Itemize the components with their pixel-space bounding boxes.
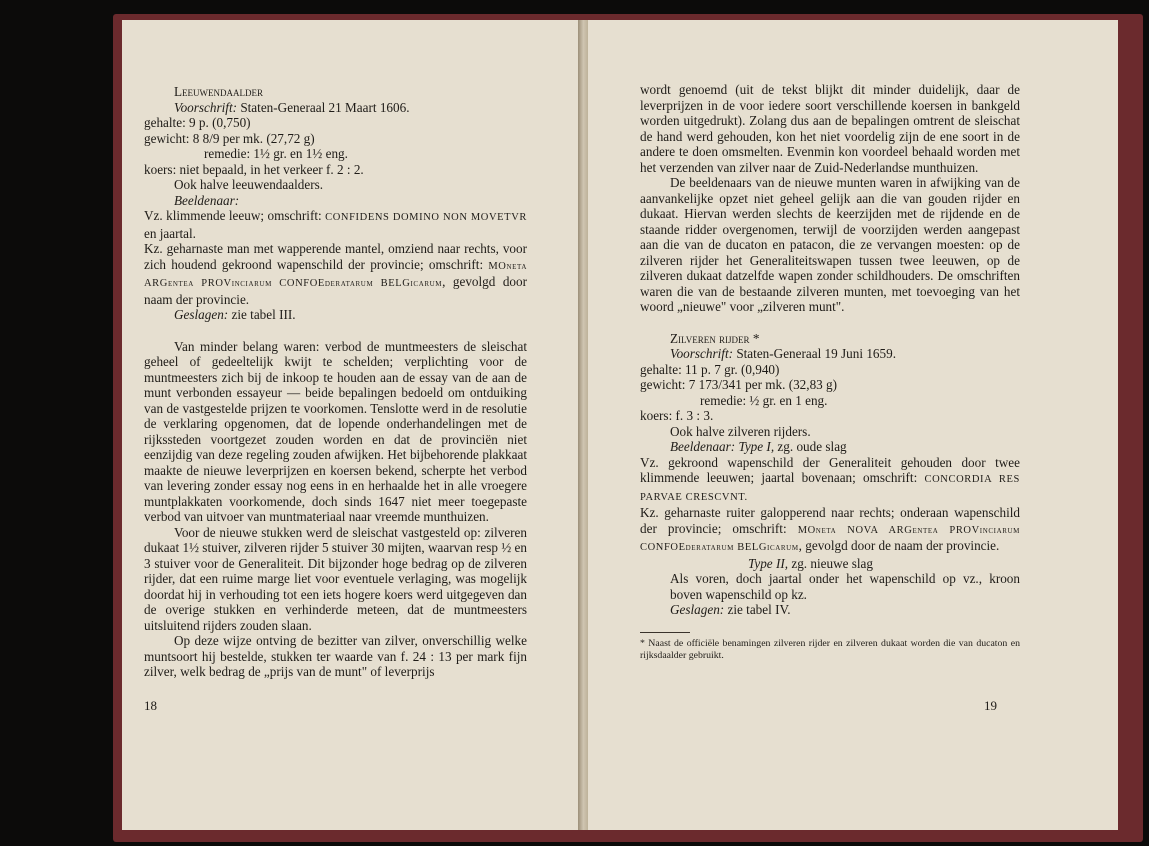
right-page xyxy=(588,20,1118,830)
keerzijde-description xyxy=(640,505,1020,556)
kz-legend: MOneta NOVA ARGentea PROVinciarum CONFOEderatarum BELGicarum xyxy=(640,524,1020,553)
paragraph: Voor de nieuwe stukken werd de sleischat vastgesteld op: zilveren dukaat 1½ stuiver, zilveren rijder 5 stuiver 30 mijten, waarvan resp ½ en 3 stuiver voor de Generaliteit. Dit bijzonder hoge bedrag op de zilveren rijder, dat een ruime marge liet voor eventuele verlaging, was mogelijk doordat hij in verhouding tot een iets hogere koers werd uitgegeven dan de overige stukken en verhinderde meteen, dat de muntmeesters uitsluitend rijders zouden slaan. xyxy=(144,524,527,633)
paragraph: Van minder belang waren: verbod de muntmeesters de sleischat geheel of gedeeltelijk kwijt te schelden; verplichting voor de muntmeesters zich bij de inkoop te houden aan de essay van de aan de munt verbonden essayeur — beide bepalingen bedoeld om ontduiking van de vastgestelde prijzen te voorkomen. Tenslotte werd in de resolutie de verklaring opgenomen, dat de lopende onderhandelingen met de rijkssteden voortgezet zouden worden en dat de provinciën niet eenzijdig van deze regeling zouden afwijken. Het bijbehorende plakkaat maakte de nieuwe leverprijzen en koersen bekend, scherpte het verbod van levering zonder essay nog eens in en herhaalde het in alle vroegere muntplakkaten voorkomende, doch sinds 1647 niet meer toegepaste verbod van uitvoer van muntmateriaal naar vreemde munthuizen. xyxy=(144,338,527,524)
voorschrift-text: Staten-Generaal 21 Maart 1606. xyxy=(237,99,410,115)
page-number: 18 xyxy=(144,698,157,713)
left-text-column xyxy=(144,84,527,680)
beeldenaar-text: zg. oude slag xyxy=(774,439,847,454)
vz-legend: CONCORDIA RES PARVAE CRESCVNT. xyxy=(640,474,1020,503)
section-heading-leeuwendaalder: Leeuwendaalder xyxy=(174,84,264,99)
beeldenaar-label: Beeldenaar: xyxy=(174,192,240,208)
voorschrift-label: Voorschrift: xyxy=(174,99,238,115)
vz-text: Vz. klimmende leeuw; omschrift: xyxy=(144,208,326,223)
paragraph: De beeldenaars van de nieuwe munten waren in afwijking van de aanvankelijke opzet niet geheel gelijk aan die van gouden rijder en dukaat. Hiervan werden slechts de keerzijden met de rijdende en de staande ridder overgenomen, terwijl de voorzijden werden aangepast aan die van de ducaton en patacon, die ze vervangen moesten: op de zilveren rijder het Generaliteitswapen tussen twee leeuwen, op de zilveren dukaat datzelfde wapen zonder schildhouders. De omschriften waren die van de bestaande zilveren munten, met toevoeging van het woord „nieuwe" voor „zilveren munt". xyxy=(640,175,1020,314)
geslagen-line xyxy=(640,602,1020,618)
voorschrift-label: Voorschrift: xyxy=(670,346,734,361)
remedie-line: remedie: 1½ gr. en 1½ eng. xyxy=(204,146,348,161)
remedie-line: remedie: ½ gr. en 1 eng. xyxy=(700,392,828,408)
kz-post: , gevolgd door naam der provincie. xyxy=(144,274,527,307)
page-number: 19 xyxy=(984,698,997,713)
beeldenaar-label: Beeldenaar: Type I, xyxy=(670,439,775,454)
geslagen-text: zie tabel IV. xyxy=(724,602,791,617)
paragraph: Op deze wijze ontving de bezitter van zilver, onverschillig welke muntsoort hij bestelde, stukken ter waarde van f. 24 : 13 per mark fijn zilver, welk bedrag de „prijs van de munt" of leverprijs xyxy=(144,633,527,679)
gewicht-line: gewicht: 8 8/9 per mk. (27,72 g) xyxy=(144,130,315,146)
vz-text: Vz. gekroond wapenschild der Generaliteit gehouden door twee klimmende leeuwen; jaartal bovenaan; omschrift: xyxy=(640,454,1020,485)
type-two-text: zg. nieuwe slag xyxy=(788,555,874,571)
geslagen-text: zie tabel III. xyxy=(228,307,296,322)
beeldenaar-line xyxy=(640,439,1020,455)
gehalte-line: gehalte: 11 p. 7 gr. (0,940) xyxy=(640,361,780,377)
koers-line: koers: f. 3 : 3. xyxy=(640,408,714,423)
koers-line: koers: niet bepaald, in het verkeer f. 2 : 2. xyxy=(144,161,364,177)
halve-line: Ook halve zilveren rijders. xyxy=(670,423,811,439)
kz-text: Kz. geharnaste ruiter galopperend naar rechts; onderaan wapenschild der provincie; omschrift: xyxy=(640,505,1020,536)
type-two-label: Type II, xyxy=(748,555,789,571)
footnote: * Naast de officiële benamingen zilveren rijder en zilveren dukaat worden die van ducaton en rijksdaalder gebruikt. xyxy=(640,637,1020,661)
vz-post: en jaartal. xyxy=(144,225,196,241)
spacer xyxy=(640,315,1020,331)
kz-text: Kz. geharnaste man met wapperende mantel, omziend naar rechts, voor zich houdend gekroond wapenschild der provincie; omschrift: xyxy=(144,241,527,272)
halve-line: Ook halve leeuwendaalders. xyxy=(174,177,324,192)
spacer xyxy=(144,323,527,339)
vz-legend: CONFIDENS DOMINO NON MOVETVR xyxy=(325,212,527,223)
als-voren-line: Als voren, doch jaartal onder het wapenschild op vz., kroon boven wapenschild op kz. xyxy=(670,571,1020,602)
gewicht-line: gewicht: 7 173/341 per mk. (32,83 g) xyxy=(640,377,838,392)
voorschrift-text: Staten-Generaal 19 Juni 1659. xyxy=(733,346,896,361)
geslagen-label: Geslagen: xyxy=(670,602,725,617)
keerzijde-description xyxy=(144,241,527,307)
gehalte-line: gehalte: 9 p. (0,750) xyxy=(144,115,251,130)
geslagen-label: Geslagen: xyxy=(174,307,229,322)
geslagen-line xyxy=(144,307,527,323)
voorschrift-line xyxy=(640,346,1020,362)
left-page xyxy=(122,20,580,830)
voorzijde-description xyxy=(640,455,1020,506)
right-text-column xyxy=(640,82,1020,662)
voorschrift-line xyxy=(144,100,527,116)
kz-legend: MOneta ARGentea PROVinciarum CONFOEderatarum BELGicarum xyxy=(144,260,527,289)
type-two-line xyxy=(640,556,1020,572)
section-heading-zilveren-rijder: Zilveren rijder * xyxy=(670,330,760,346)
footnote-rule xyxy=(640,632,690,633)
kz-post: , gevolgd door de naam der provincie. xyxy=(798,538,1000,553)
voorzijde-description xyxy=(144,208,527,241)
paragraph: wordt genoemd (uit de tekst blijkt dit minder duidelijk, daar de leverprijzen in de voor iedere soort verschillende koersen in bankgeld worden uitgedrukt). Zolang dus aan de bepalingen omtrent de sleischat de hand werd gehouden, kon het niet voordelig zijn de ene soort in de andere te doen omsmelten. Evenmin kon voordeel behaald worden met het verzenden van zilver naar de Zuid-Nederlandse munthuizen. xyxy=(640,82,1020,175)
